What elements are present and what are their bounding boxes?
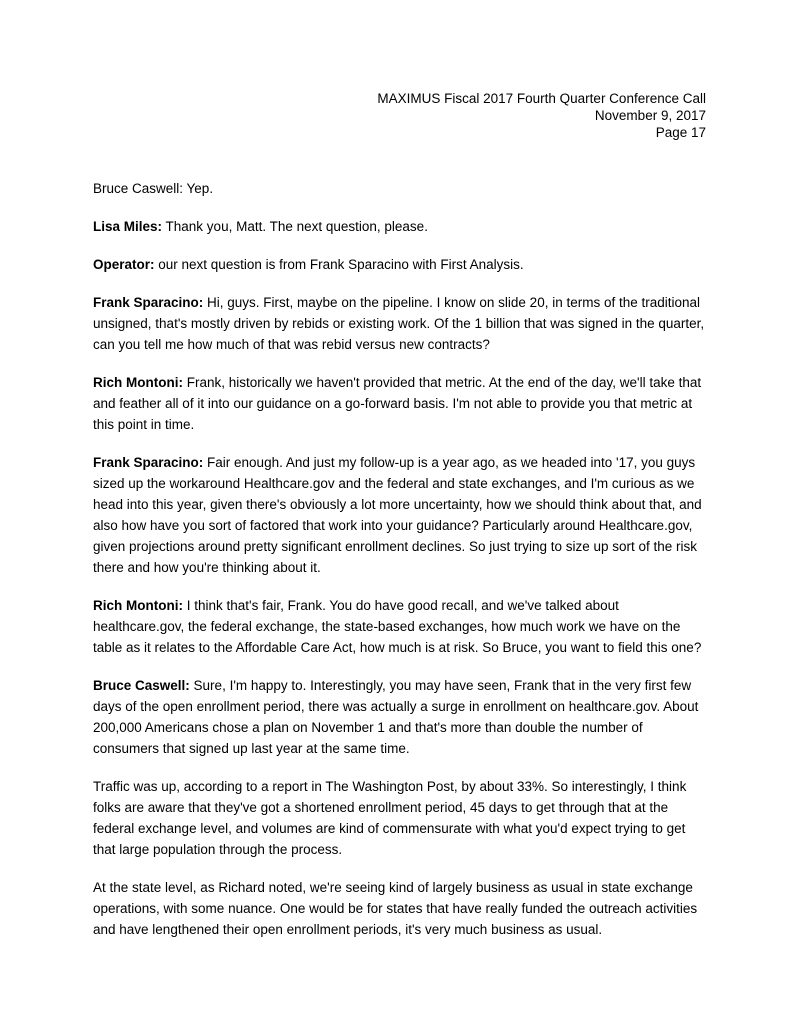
paragraph-text: Sure, I'm happy to. Interestingly, you may have seen, Frank that in the very first few days of the open enrollment period, there was actually a surge in enrollment on healthcare.gov. About 200,000 Americans chose a plan on November 1 and that's more than double the number of consumers that signed up last year at the same time. [93,678,699,756]
speaker-name: Frank Sparacino: [93,455,204,470]
paragraph-text: I think that's fair, Frank. You do have good recall, and we've talked about healthcare.gov, the federal exchange, the state-based exchanges, how much work we have on the table as it relates to the Affordable Care Act, how much is at risk. So Bruce, you want to field this one? [93,598,702,655]
transcript-paragraph [93,776,706,860]
transcript-paragraph [93,877,706,940]
speaker-name: Operator: [93,257,155,272]
header-date: November 9, 2017 [594,108,706,123]
paragraph-text: Frank, historically we haven't provided that metric. At the end of the day, we'll take that and feather all of it into our guidance on a go-forward basis. I'm not able to provide you that metric at this point in time. [93,375,702,432]
transcript-paragraph [93,595,706,658]
transcript-paragraph [93,675,706,759]
transcript-body [93,178,706,940]
paragraph-text: Fair enough. And just my follow-up is a year ago, as we headed into '17, you guys sized up the workaround Healthcare.gov and the federal and state exchanges, and I'm curious as we head into this year, given there's obviously a lot more uncertainty, how we should think about that, and also how have you sort of factored that work into your guidance? Particularly around Healthcare.gov, given projections around pretty significant enrollment declines. So just trying to size up sort of the risk there and how you're thinking about it. [93,455,702,575]
paragraph-text: Hi, guys. First, maybe on the pipeline. I know on slide 20, in terms of the traditional unsigned, that's mostly driven by rebids or existing work. Of the 1 billion that was signed in the quarter, can you tell me how much of that was rebid versus new contracts? [93,295,705,352]
speaker-name: Frank Sparacino: [93,295,204,310]
page-header [93,90,706,141]
speaker-name: Rich Montoni: [93,375,183,390]
speaker-name: Rich Montoni: [93,598,183,613]
paragraph-text: Traffic was up, according to a report in The Washington Post, by about 33%. So interestingly, I think folks are aware that they've got a shortened enrollment period, 45 days to get through that at the federal exchange level, and volumes are kind of commensurate with what you'd expect trying to get that large population through the process. [93,779,687,857]
header-page-number: Page 17 [655,125,706,140]
paragraph-text: Thank you, Matt. The next question, please. [162,219,428,234]
speaker-name: Lisa Miles: [93,219,163,234]
transcript-paragraph [93,178,706,199]
paragraph-text: At the state level, as Richard noted, we're seeing kind of largely business as usual in state exchange operations, with some nuance. One would be for states that have really funded the outreach activities and have lengthened their open enrollment periods, it's very much business as usual. [93,880,698,937]
transcript-paragraph [93,292,706,355]
transcript-paragraph [93,372,706,435]
transcript-paragraph [93,254,706,275]
paragraph-text: our next question is from Frank Sparacino with First Analysis. [154,257,524,272]
header-title: MAXIMUS Fiscal 2017 Fourth Quarter Conference Call [377,91,706,106]
speaker-name: Bruce Caswell: [93,678,190,693]
transcript-paragraph [93,452,706,578]
transcript-paragraph [93,216,706,237]
paragraph-text: Bruce Caswell: Yep. [93,181,214,196]
